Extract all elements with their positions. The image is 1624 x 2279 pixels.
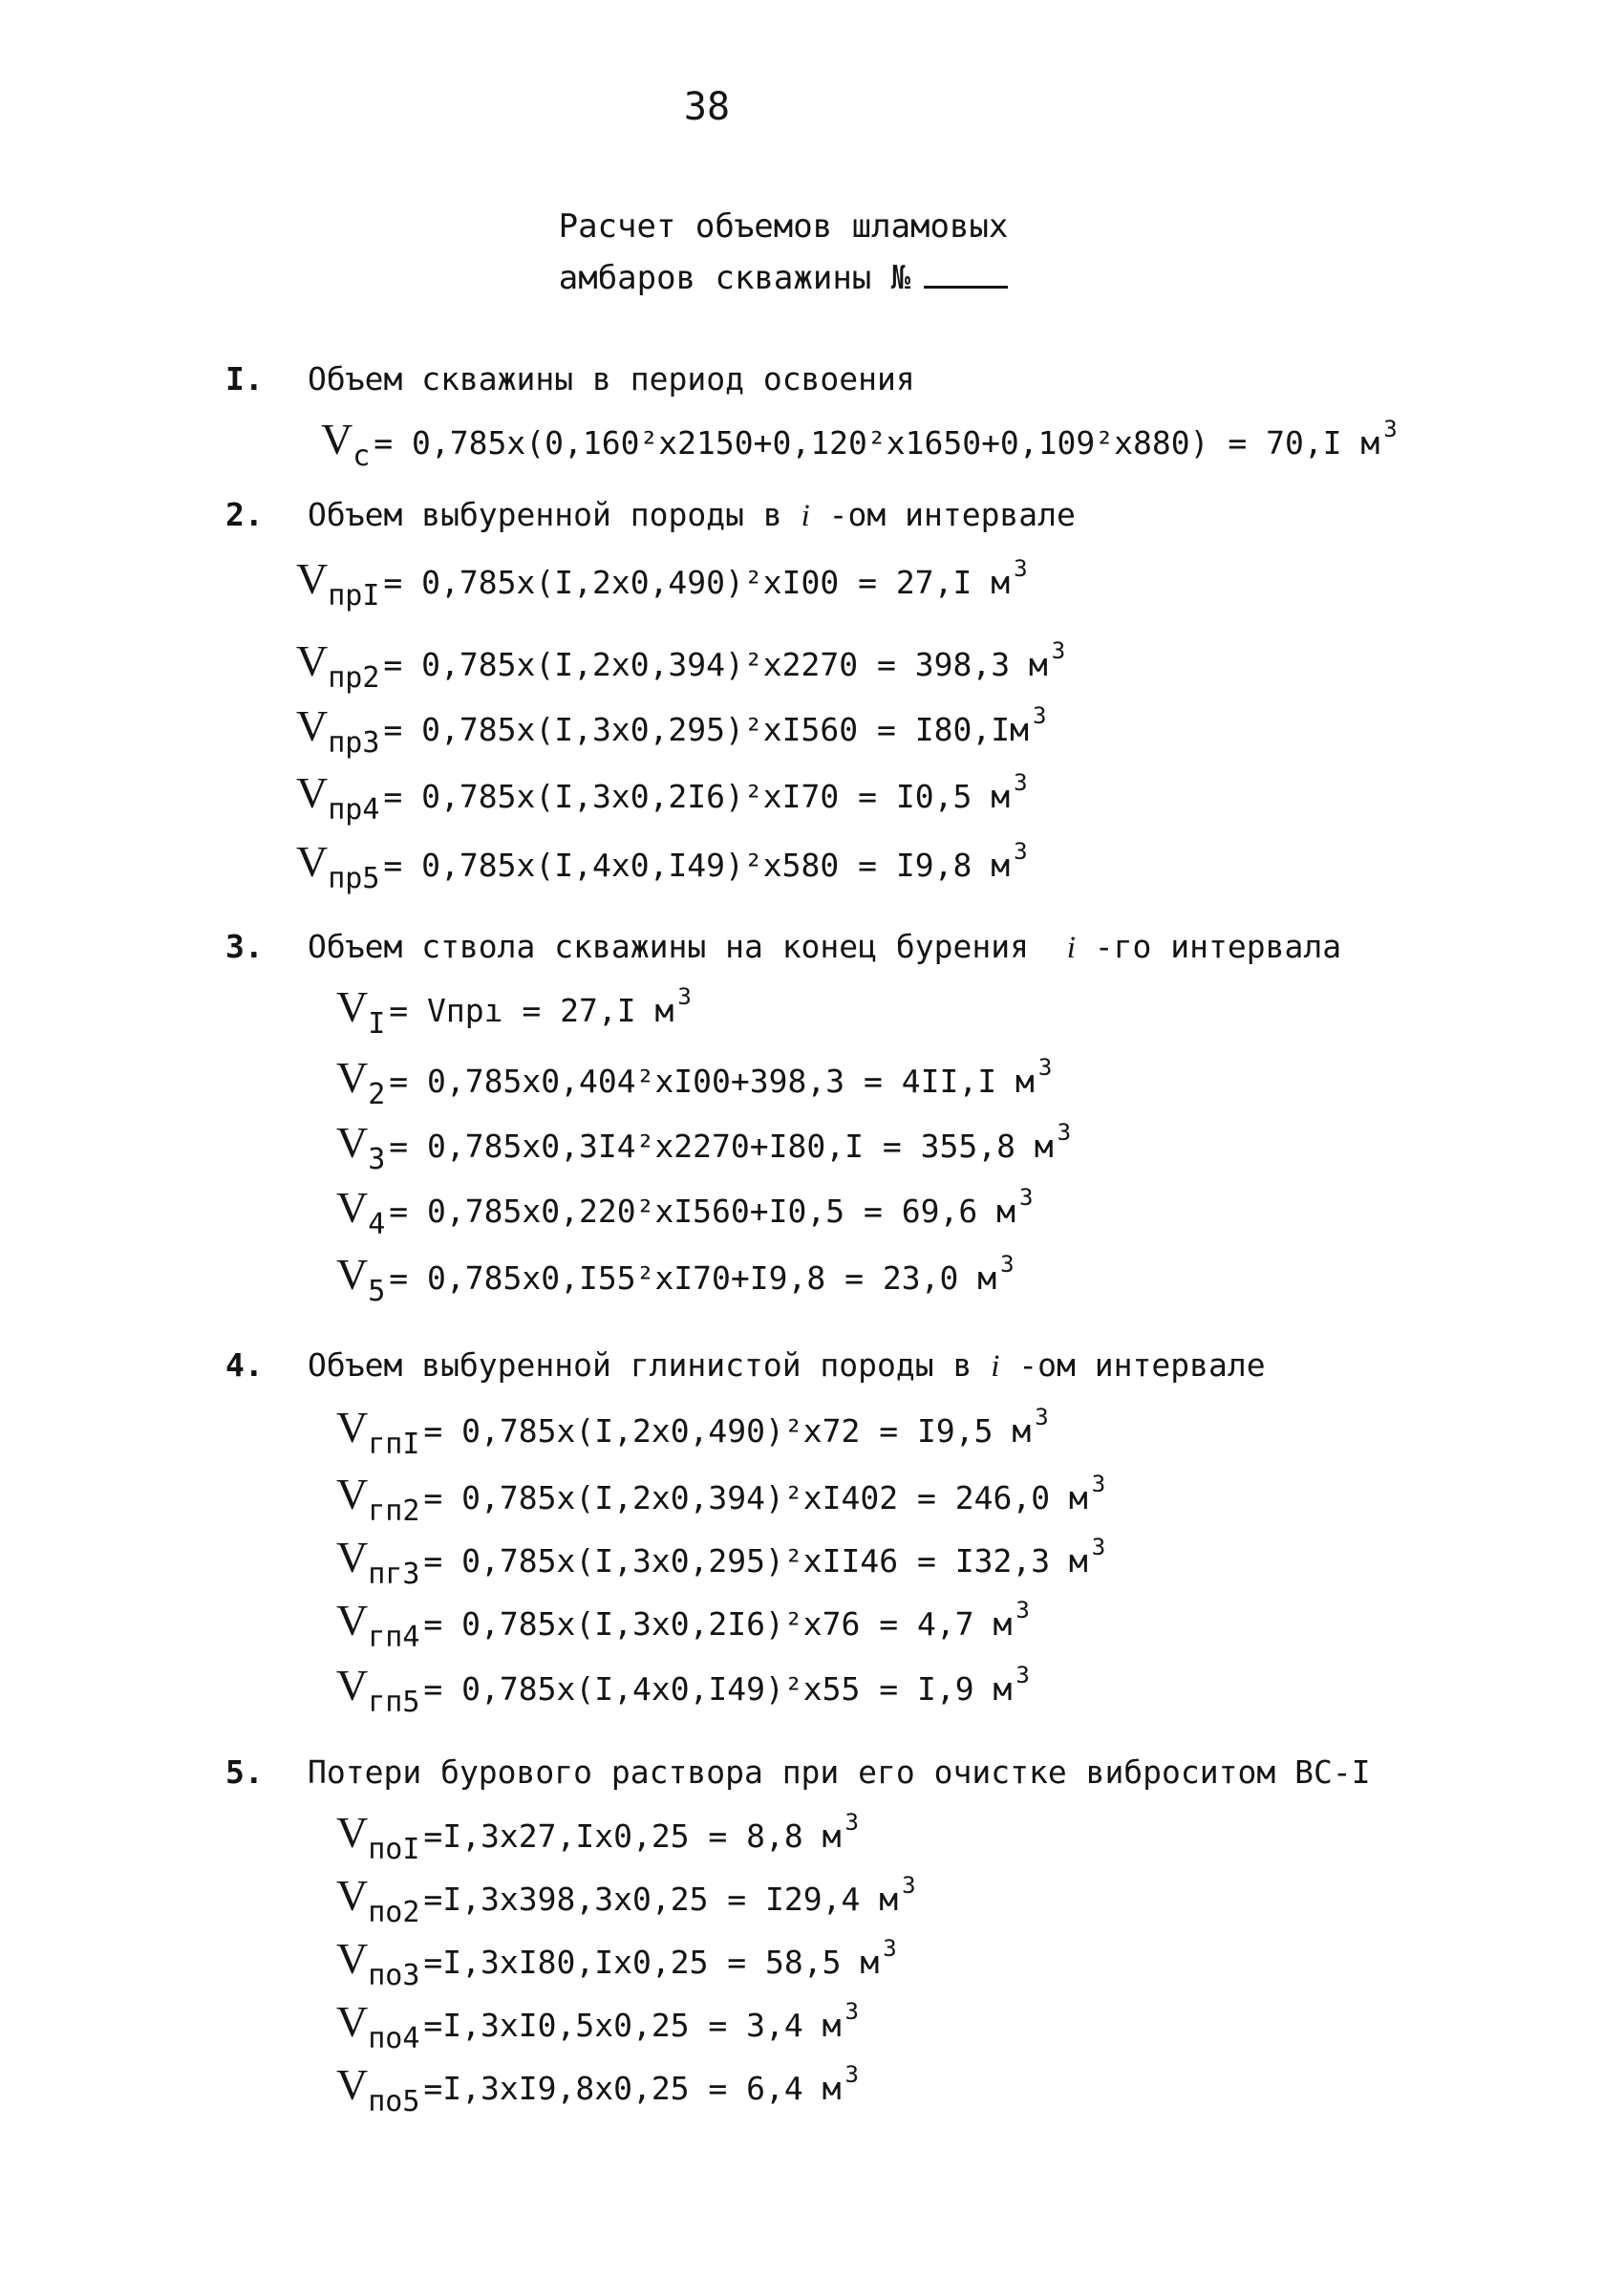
section-heading-text: Потери бурового раствора при его очистке виброситом ВС-I — [308, 1753, 1371, 1791]
equation — [296, 837, 1028, 895]
equation — [336, 1596, 1030, 1654]
volume-subscript: 5 — [368, 1275, 386, 1308]
volume-symbol: V — [336, 1997, 369, 2046]
volume-symbol: V — [296, 636, 329, 685]
document-title-line-2-text: амбаров скважины № — [558, 259, 911, 297]
equation — [336, 1118, 1072, 1176]
equation — [336, 1250, 1015, 1308]
volume-subscript: гп2 — [368, 1494, 420, 1528]
equation — [336, 1808, 859, 1866]
equation-expression: =I,3xI9,8x0,25 = 6,4 м — [423, 2070, 842, 2107]
equation-expression: = 0,785x(0,160²x2150+0,120²x1650+0,109²x880) = 70,I м — [374, 424, 1380, 462]
volume-subscript: по3 — [368, 1959, 420, 1992]
volume-symbol: V — [336, 982, 369, 1031]
unit-exponent: 3 — [1018, 1184, 1034, 1211]
volume-symbol: V — [296, 554, 329, 603]
unit-exponent: 3 — [1035, 1404, 1049, 1430]
equation-expression: = 0,785x(I,2x0,394)²xI402 = 246,0 м — [423, 1479, 1088, 1516]
equation-expression: =I,3x398,3x0,25 = I29,4 м — [423, 1881, 899, 1918]
equation-expression: = 0,785x0,I55²xI70+I9,8 = 23,0 м — [389, 1259, 997, 1297]
volume-symbol: V — [296, 837, 329, 886]
volume-subscript: 3 — [368, 1143, 386, 1176]
equation — [296, 701, 1047, 760]
volume-symbol: V — [336, 1871, 369, 1920]
unit-exponent: 3 — [677, 983, 692, 1010]
unit-exponent: 3 — [902, 1872, 916, 1899]
volume-subscript: гпI — [368, 1428, 420, 1461]
unit-exponent: 3 — [1015, 1597, 1030, 1623]
unit-exponent: 3 — [1014, 838, 1028, 865]
volume-subscript: поI — [368, 1833, 420, 1866]
volume-subscript: c — [353, 440, 371, 473]
equation-expression: = 0,785x0,3I4²x2270+I80,I = 355,8 м — [389, 1128, 1054, 1165]
volume-symbol: V — [321, 415, 353, 463]
volume-subscript: пр2 — [328, 661, 380, 695]
unit-exponent: 3 — [1057, 1119, 1072, 1146]
section-heading-part-a: Объем выбуренной глинистой породы в — [308, 1346, 972, 1384]
volume-subscript: пр5 — [328, 862, 380, 895]
equation — [336, 1997, 859, 2055]
volume-subscript: гп4 — [368, 1621, 420, 1654]
equation-expression: = 0,785x(I,3x0,295)²xI560 = I80,Iм — [383, 711, 1029, 748]
section-heading-text — [308, 493, 1076, 538]
equation-expression: = 0,785x(I,3x0,2I6)²x76 = 4,7 м — [423, 1605, 1013, 1643]
section-heading-text: Объем скважины в период освоения — [308, 360, 915, 398]
unit-exponent: 3 — [844, 2061, 859, 2088]
volume-symbol: V — [336, 1118, 369, 1167]
equation-expression: = 0,785x0,404²xI00+398,3 = 4II,I м — [389, 1063, 1035, 1100]
section-heading-part-a: Объем ствола скважины на конец бурения — [308, 928, 1029, 965]
unit-exponent: 3 — [1383, 416, 1398, 442]
interval-index-variable: i — [801, 499, 810, 533]
unit-exponent: 3 — [1032, 702, 1047, 729]
section-number: I. — [225, 360, 264, 398]
section-number: 2. — [225, 496, 264, 533]
volume-symbol: V — [336, 1183, 369, 1232]
volume-symbol: V — [336, 1053, 369, 1102]
section-heading-part-b: -ом интервале — [828, 496, 1076, 533]
section-number: 5. — [225, 1753, 264, 1791]
volume-symbol: V — [336, 1403, 369, 1451]
volume-subscript: пр3 — [328, 726, 380, 760]
equation-expression: = 0,785x(I,3x0,295)²xII46 = I32,3 м — [423, 1542, 1088, 1580]
section-heading-part-b: -го интервала — [1094, 928, 1342, 965]
well-number-blank — [924, 286, 1008, 289]
volume-subscript: по4 — [368, 2022, 420, 2055]
page-number: 38 — [683, 85, 731, 129]
unit-exponent: 3 — [883, 1935, 897, 1962]
equation — [336, 1533, 1106, 1591]
equation — [336, 1053, 1053, 1111]
section-heading-part-a: Объем выбуренной породы в — [308, 496, 782, 533]
volume-symbol: V — [296, 701, 329, 750]
volume-subscript: 4 — [368, 1208, 386, 1241]
volume-subscript: пг3 — [368, 1558, 420, 1591]
unit-exponent: 3 — [844, 1809, 859, 1836]
volume-subscript: по5 — [368, 2085, 420, 2118]
section-number: 4. — [225, 1346, 264, 1384]
section-heading-text — [308, 925, 1341, 970]
equation-expression: = 0,785x(I,2x0,490)²xI00 = 27,I м — [383, 564, 1011, 601]
equation — [296, 768, 1028, 827]
unit-exponent: 3 — [1014, 555, 1028, 582]
unit-exponent: 3 — [1091, 1534, 1106, 1560]
unit-exponent: 3 — [1014, 769, 1028, 796]
unit-exponent: 3 — [1091, 1471, 1106, 1497]
document-title-line-1: Расчет объемов шламовых — [558, 207, 1009, 246]
equation — [336, 1470, 1106, 1528]
volume-subscript: прI — [328, 579, 380, 613]
unit-exponent: 3 — [844, 1998, 859, 2025]
volume-symbol: V — [336, 2060, 369, 2109]
interval-index-variable: i — [1066, 931, 1076, 965]
equation-expression: = 0,785x(I,2x0,394)²x2270 = 398,3 м — [383, 646, 1048, 683]
volume-subscript: I — [368, 1007, 386, 1041]
volume-symbol: V — [336, 1934, 369, 1983]
volume-symbol: V — [336, 1661, 369, 1709]
equation-expression: = Vпрı = 27,I м — [389, 992, 674, 1029]
volume-subscript: по2 — [368, 1896, 420, 1929]
document-title-line-2 — [0, 256, 1567, 300]
equation — [296, 554, 1028, 613]
section-heading-part-b: -ом интервале — [1018, 1346, 1266, 1384]
equation — [321, 415, 1398, 473]
unit-exponent: 3 — [1037, 1054, 1053, 1081]
equation — [296, 636, 1066, 695]
unit-exponent: 3 — [1000, 1251, 1015, 1278]
equation-expression: = 0,785x(I,2x0,490)²x72 = I9,5 м — [423, 1412, 1032, 1450]
equation-expression: = 0,785x(I,4x0,I49)²x580 = I9,8 м — [383, 847, 1011, 884]
volume-symbol: V — [336, 1533, 369, 1581]
equation-expression: = 0,785x(I,4x0,I49)²x55 = I,9 м — [423, 1670, 1013, 1708]
volume-symbol: V — [336, 1250, 369, 1299]
section-number: 3. — [225, 928, 264, 965]
equation — [336, 982, 692, 1041]
equation — [336, 1934, 897, 1992]
volume-symbol: V — [296, 768, 329, 817]
unit-exponent: 3 — [1051, 637, 1066, 664]
equation-expression: =I,3xI80,Ix0,25 = 58,5 м — [423, 1944, 880, 1981]
volume-symbol: V — [336, 1470, 369, 1518]
unit-exponent: 3 — [1015, 1662, 1030, 1688]
volume-symbol: V — [336, 1596, 369, 1645]
equation — [336, 1403, 1049, 1461]
equation — [336, 1661, 1030, 1719]
equation — [336, 1871, 916, 1929]
volume-subscript: пр4 — [328, 793, 380, 827]
equation-expression: = 0,785x0,220²xI560+I0,5 = 69,6 м — [389, 1193, 1015, 1230]
equation-expression: =I,3xI0,5x0,25 = 3,4 м — [423, 2007, 842, 2044]
interval-index-variable: i — [991, 1349, 1000, 1384]
equation-expression: =I,3x27,Ix0,25 = 8,8 м — [423, 1817, 842, 1855]
volume-subscript: 2 — [368, 1078, 386, 1111]
equation — [336, 1183, 1034, 1241]
section-heading-text — [308, 1344, 1266, 1388]
equation — [336, 2060, 859, 2118]
equation-expression: = 0,785x(I,3x0,2I6)²xI70 = I0,5 м — [383, 778, 1011, 815]
volume-symbol: V — [336, 1808, 369, 1857]
volume-subscript: гп5 — [368, 1686, 420, 1719]
